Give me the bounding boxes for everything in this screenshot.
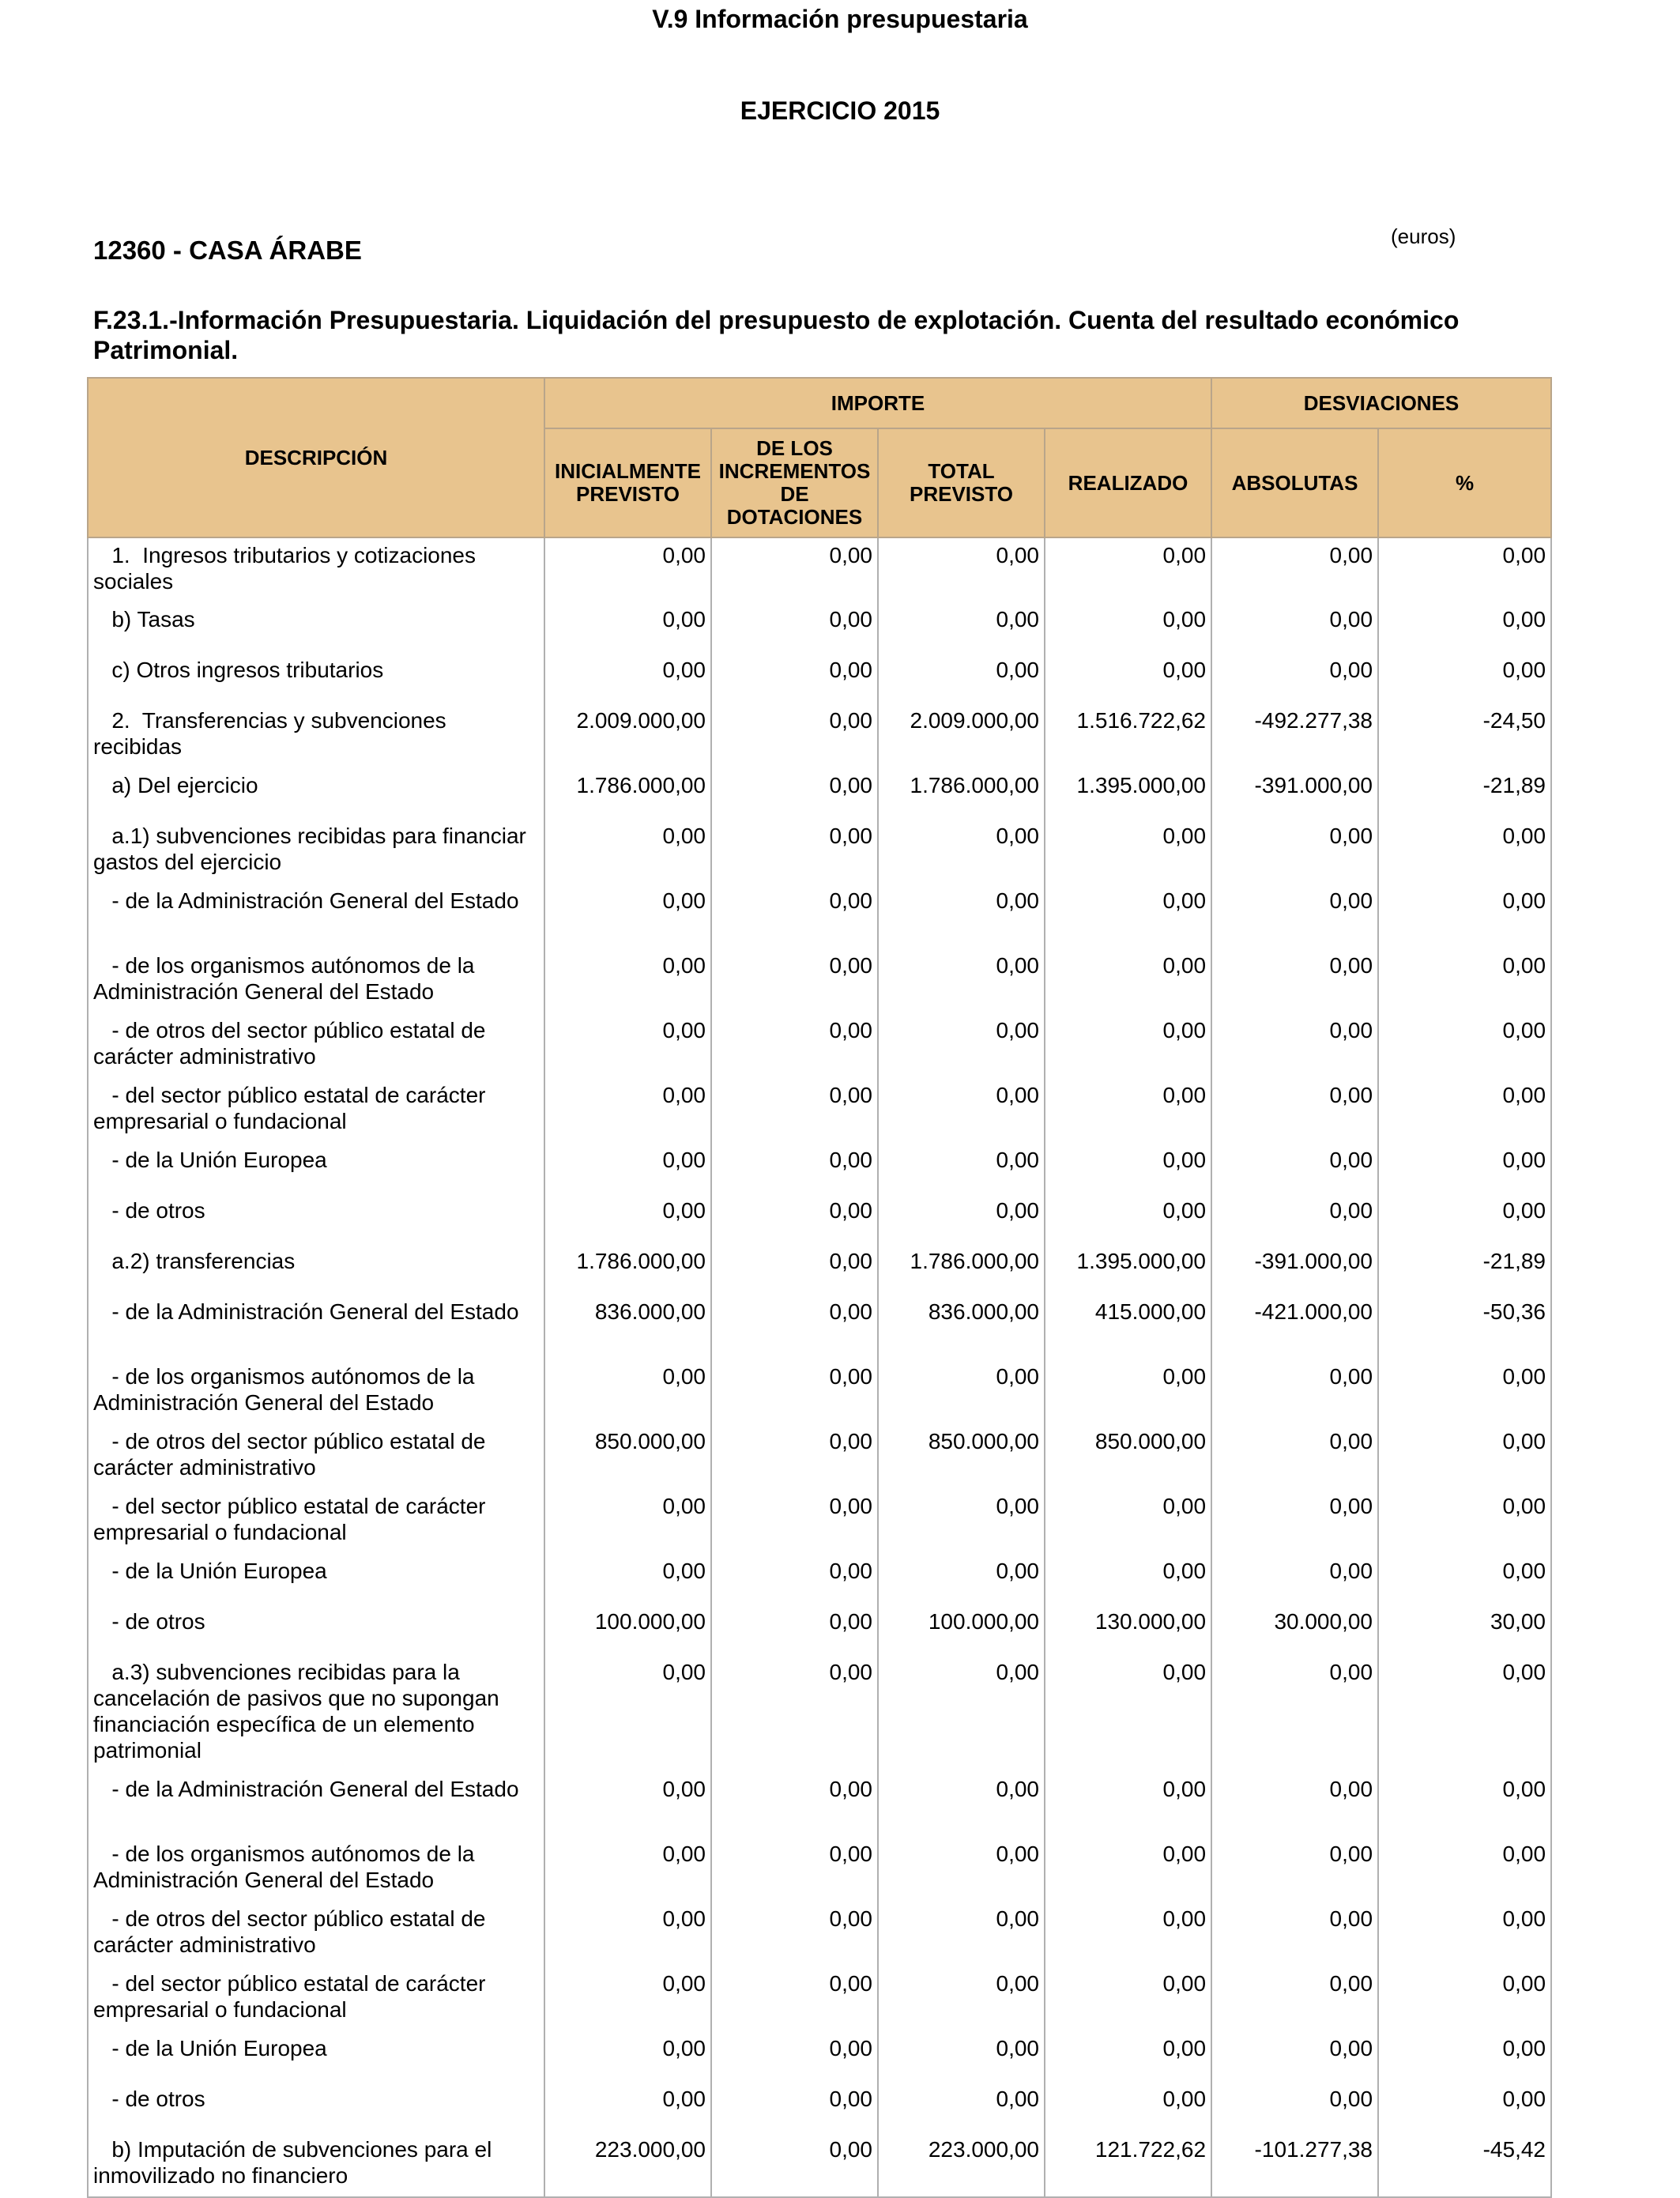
cell-desviacion-porcentaje: -21,89 <box>1378 768 1551 819</box>
cell-desviacion-porcentaje: -24,50 <box>1378 703 1551 768</box>
cell-inicialmente-previsto: 0,00 <box>544 948 711 1013</box>
entity-title: 12360 - CASA ÁRABE <box>93 236 362 265</box>
row-description: - del sector público estatal de carácter empresarial o fundacional <box>88 1966 544 2031</box>
cell-total-previsto: 0,00 <box>878 1554 1045 1604</box>
cell-desviacion-absoluta: -101.277,38 <box>1211 2132 1378 2197</box>
cell-desviacion-absoluta: 0,00 <box>1211 1193 1378 1244</box>
cell-desviacion-absoluta: 0,00 <box>1211 1424 1378 1489</box>
row-description: a) Del ejercicio <box>88 768 544 819</box>
cell-realizado: 0,00 <box>1045 1078 1211 1143</box>
cell-inicialmente-previsto: 0,00 <box>544 884 711 948</box>
cell-inicialmente-previsto: 850.000,00 <box>544 1424 711 1489</box>
cell-incrementos-dotaciones: 0,00 <box>711 1424 878 1489</box>
row-description: - de otros <box>88 1604 544 1655</box>
table-row <box>88 653 1551 703</box>
cell-desviacion-absoluta: 0,00 <box>1211 653 1378 703</box>
row-description: - de otros del sector público estatal de carácter administrativo <box>88 1424 544 1489</box>
cell-desviacion-porcentaje: 0,00 <box>1378 1966 1551 2031</box>
cell-total-previsto: 0,00 <box>878 1772 1045 1837</box>
cell-realizado: 0,00 <box>1045 884 1211 948</box>
cell-incrementos-dotaciones: 0,00 <box>711 1359 878 1424</box>
cell-total-previsto: 100.000,00 <box>878 1604 1045 1655</box>
cell-desviacion-absoluta: 0,00 <box>1211 1772 1378 1837</box>
cell-desviacion-porcentaje: 0,00 <box>1378 1772 1551 1837</box>
cell-desviacion-absoluta: 0,00 <box>1211 884 1378 948</box>
cell-total-previsto: 0,00 <box>878 819 1045 884</box>
cell-realizado: 0,00 <box>1045 1193 1211 1244</box>
cell-desviacion-porcentaje: 0,00 <box>1378 1193 1551 1244</box>
cell-total-previsto: 0,00 <box>878 1013 1045 1078</box>
cell-desviacion-absoluta: 0,00 <box>1211 1966 1378 2031</box>
cell-total-previsto: 1.786.000,00 <box>878 1244 1045 1295</box>
row-description: b) Imputación de subvenciones para el inmovilizado no financiero <box>88 2132 544 2197</box>
cell-realizado: 121.722,62 <box>1045 2132 1211 2197</box>
cell-realizado: 0,00 <box>1045 1655 1211 1772</box>
report-title: F.23.1.-Información Presupuestaria. Liquidación del presupuesto de explotación. Cuenta del resultado económico Patrimonial. <box>93 306 1460 364</box>
cell-desviacion-porcentaje: 0,00 <box>1378 2082 1551 2132</box>
cell-incrementos-dotaciones: 0,00 <box>711 703 878 768</box>
table-row <box>88 703 1551 768</box>
cell-desviacion-porcentaje: 0,00 <box>1378 1489 1551 1554</box>
cell-realizado: 1.516.722,62 <box>1045 703 1211 768</box>
cell-total-previsto: 0,00 <box>878 1902 1045 1966</box>
table-row <box>88 1966 1551 2031</box>
cell-realizado: 0,00 <box>1045 1554 1211 1604</box>
cell-desviacion-absoluta: 0,00 <box>1211 1359 1378 1424</box>
cell-incrementos-dotaciones: 0,00 <box>711 1489 878 1554</box>
cell-total-previsto: 0,00 <box>878 1078 1045 1143</box>
table-row <box>88 1554 1551 1604</box>
cell-realizado: 1.395.000,00 <box>1045 768 1211 819</box>
row-description: b) Tasas <box>88 602 544 653</box>
cell-incrementos-dotaciones: 0,00 <box>711 1902 878 1966</box>
cell-incrementos-dotaciones: 0,00 <box>711 537 878 602</box>
cell-total-previsto: 0,00 <box>878 653 1045 703</box>
section-title: V.9 Información presupuestaria <box>652 5 1028 33</box>
cell-desviacion-porcentaje: -21,89 <box>1378 1244 1551 1295</box>
cell-desviacion-absoluta: 0,00 <box>1211 1078 1378 1143</box>
cell-desviacion-absoluta: -391.000,00 <box>1211 1244 1378 1295</box>
cell-desviacion-absoluta: 0,00 <box>1211 1013 1378 1078</box>
row-description: - de los organismos autónomos de la Administración General del Estado <box>88 1359 544 1424</box>
cell-realizado: 0,00 <box>1045 1359 1211 1424</box>
cell-desviacion-absoluta: 0,00 <box>1211 948 1378 1013</box>
row-description: - de la Administración General del Estado <box>88 1295 544 1359</box>
cell-incrementos-dotaciones: 0,00 <box>711 768 878 819</box>
cell-inicialmente-previsto: 0,00 <box>544 537 711 602</box>
cell-inicialmente-previsto: 0,00 <box>544 1359 711 1424</box>
cell-desviacion-porcentaje: 0,00 <box>1378 884 1551 948</box>
header-total-previsto: TOTAL PREVISTO <box>878 428 1045 537</box>
cell-inicialmente-previsto: 0,00 <box>544 1489 711 1554</box>
cell-total-previsto: 0,00 <box>878 1489 1045 1554</box>
table-row <box>88 884 1551 948</box>
cell-realizado: 0,00 <box>1045 537 1211 602</box>
table-row <box>88 1013 1551 1078</box>
cell-inicialmente-previsto: 0,00 <box>544 1193 711 1244</box>
cell-desviacion-absoluta: 0,00 <box>1211 819 1378 884</box>
row-description: - del sector público estatal de carácter empresarial o fundacional <box>88 1078 544 1143</box>
header-inicialmente-previsto: INICIALMENTE PREVISTO <box>544 428 711 537</box>
table-row <box>88 602 1551 653</box>
cell-total-previsto: 0,00 <box>878 2082 1045 2132</box>
cell-incrementos-dotaciones: 0,00 <box>711 602 878 653</box>
cell-incrementos-dotaciones: 0,00 <box>711 1772 878 1837</box>
row-description: - de otros del sector público estatal de carácter administrativo <box>88 1013 544 1078</box>
cell-realizado: 415.000,00 <box>1045 1295 1211 1359</box>
cell-realizado: 0,00 <box>1045 602 1211 653</box>
cell-inicialmente-previsto: 0,00 <box>544 1966 711 2031</box>
table-row <box>88 1902 1551 1966</box>
cell-realizado: 0,00 <box>1045 1772 1211 1837</box>
cell-realizado: 0,00 <box>1045 1013 1211 1078</box>
table-row <box>88 1772 1551 1837</box>
row-description: a.3) subvenciones recibidas para la cancelación de pasivos que no supongan financiación específica de un elemento patrimonial <box>88 1655 544 1772</box>
row-description: - de la Administración General del Estado <box>88 884 544 948</box>
cell-realizado: 0,00 <box>1045 2031 1211 2082</box>
cell-realizado: 0,00 <box>1045 1143 1211 1193</box>
cell-total-previsto: 836.000,00 <box>878 1295 1045 1359</box>
cell-total-previsto: 0,00 <box>878 884 1045 948</box>
row-description: - de otros <box>88 1193 544 1244</box>
cell-incrementos-dotaciones: 0,00 <box>711 884 878 948</box>
cell-incrementos-dotaciones: 0,00 <box>711 2132 878 2197</box>
cell-inicialmente-previsto: 0,00 <box>544 1013 711 1078</box>
cell-desviacion-porcentaje: 0,00 <box>1378 537 1551 602</box>
cell-inicialmente-previsto: 0,00 <box>544 1143 711 1193</box>
cell-desviacion-porcentaje: 30,00 <box>1378 1604 1551 1655</box>
cell-total-previsto: 0,00 <box>878 602 1045 653</box>
cell-inicialmente-previsto: 0,00 <box>544 602 711 653</box>
cell-desviacion-absoluta: -391.000,00 <box>1211 768 1378 819</box>
row-description: 1. Ingresos tributarios y cotizaciones sociales <box>88 537 544 602</box>
table-row <box>88 1295 1551 1359</box>
cell-desviacion-porcentaje: 0,00 <box>1378 1013 1551 1078</box>
cell-desviacion-porcentaje: -50,36 <box>1378 1295 1551 1359</box>
cell-desviacion-absoluta: -421.000,00 <box>1211 1295 1378 1359</box>
cell-inicialmente-previsto: 836.000,00 <box>544 1295 711 1359</box>
cell-realizado: 1.395.000,00 <box>1045 1244 1211 1295</box>
table-row <box>88 768 1551 819</box>
header-desviaciones: DESVIACIONES <box>1211 378 1551 428</box>
table-row <box>88 2031 1551 2082</box>
cell-desviacion-absoluta: -492.277,38 <box>1211 703 1378 768</box>
cell-desviacion-porcentaje: 0,00 <box>1378 2031 1551 2082</box>
cell-incrementos-dotaciones: 0,00 <box>711 1078 878 1143</box>
cell-total-previsto: 0,00 <box>878 1143 1045 1193</box>
cell-realizado: 0,00 <box>1045 653 1211 703</box>
cell-incrementos-dotaciones: 0,00 <box>711 819 878 884</box>
cell-desviacion-absoluta: 0,00 <box>1211 2031 1378 2082</box>
header-incrementos-dotaciones: DE LOS INCREMENTOS DE DOTACIONES <box>711 428 878 537</box>
cell-incrementos-dotaciones: 0,00 <box>711 1244 878 1295</box>
cell-desviacion-porcentaje: 0,00 <box>1378 1655 1551 1772</box>
cell-realizado: 0,00 <box>1045 1902 1211 1966</box>
cell-desviacion-absoluta: 0,00 <box>1211 1902 1378 1966</box>
table-row <box>88 2082 1551 2132</box>
cell-desviacion-porcentaje: 0,00 <box>1378 1554 1551 1604</box>
cell-inicialmente-previsto: 0,00 <box>544 819 711 884</box>
table-row <box>88 1604 1551 1655</box>
cell-desviacion-porcentaje: 0,00 <box>1378 1902 1551 1966</box>
cell-total-previsto: 0,00 <box>878 1966 1045 2031</box>
cell-total-previsto: 223.000,00 <box>878 2132 1045 2197</box>
cell-incrementos-dotaciones: 0,00 <box>711 1295 878 1359</box>
cell-total-previsto: 0,00 <box>878 1837 1045 1902</box>
cell-realizado: 850.000,00 <box>1045 1424 1211 1489</box>
cell-incrementos-dotaciones: 0,00 <box>711 2082 878 2132</box>
header-absolutas: ABSOLUTAS <box>1211 428 1378 537</box>
cell-realizado: 0,00 <box>1045 819 1211 884</box>
cell-realizado: 0,00 <box>1045 2082 1211 2132</box>
row-description: - de otros <box>88 2082 544 2132</box>
cell-desviacion-absoluta: 0,00 <box>1211 1143 1378 1193</box>
table-row <box>88 948 1551 1013</box>
cell-inicialmente-previsto: 0,00 <box>544 653 711 703</box>
cell-desviacion-absoluta: 0,00 <box>1211 2082 1378 2132</box>
cell-desviacion-porcentaje: 0,00 <box>1378 653 1551 703</box>
row-description: - de los organismos autónomos de la Administración General del Estado <box>88 948 544 1013</box>
header-description: DESCRIPCIÓN <box>88 378 544 537</box>
cell-inicialmente-previsto: 100.000,00 <box>544 1604 711 1655</box>
cell-incrementos-dotaciones: 0,00 <box>711 1143 878 1193</box>
cell-inicialmente-previsto: 0,00 <box>544 1902 711 1966</box>
cell-desviacion-porcentaje: 0,00 <box>1378 1837 1551 1902</box>
cell-incrementos-dotaciones: 0,00 <box>711 948 878 1013</box>
cell-total-previsto: 0,00 <box>878 2031 1045 2082</box>
cell-desviacion-porcentaje: 0,00 <box>1378 602 1551 653</box>
table-row <box>88 1837 1551 1902</box>
table-row <box>88 1359 1551 1424</box>
table-row <box>88 819 1551 884</box>
cell-incrementos-dotaciones: 0,00 <box>711 1837 878 1902</box>
table-row <box>88 1143 1551 1193</box>
cell-inicialmente-previsto: 0,00 <box>544 1078 711 1143</box>
table-header-group-row <box>88 378 1551 428</box>
table-row <box>88 1655 1551 1772</box>
cell-desviacion-absoluta: 0,00 <box>1211 1554 1378 1604</box>
cell-inicialmente-previsto: 1.786.000,00 <box>544 768 711 819</box>
cell-realizado: 0,00 <box>1045 1837 1211 1902</box>
cell-realizado: 0,00 <box>1045 1489 1211 1554</box>
cell-incrementos-dotaciones: 0,00 <box>711 1013 878 1078</box>
cell-realizado: 0,00 <box>1045 948 1211 1013</box>
table-row <box>88 537 1551 602</box>
cell-inicialmente-previsto: 0,00 <box>544 1772 711 1837</box>
row-description: c) Otros ingresos tributarios <box>88 653 544 703</box>
cell-inicialmente-previsto: 223.000,00 <box>544 2132 711 2197</box>
cell-incrementos-dotaciones: 0,00 <box>711 2031 878 2082</box>
cell-desviacion-porcentaje: 0,00 <box>1378 1424 1551 1489</box>
header-realizado: REALIZADO <box>1045 428 1211 537</box>
cell-desviacion-absoluta: 0,00 <box>1211 1489 1378 1554</box>
cell-desviacion-porcentaje: 0,00 <box>1378 948 1551 1013</box>
units-label: (euros) <box>1391 224 1456 248</box>
cell-desviacion-porcentaje: 0,00 <box>1378 1359 1551 1424</box>
row-description: - de otros del sector público estatal de carácter administrativo <box>88 1902 544 1966</box>
cell-total-previsto: 0,00 <box>878 537 1045 602</box>
row-description: - de la Unión Europea <box>88 1143 544 1193</box>
header-importe: IMPORTE <box>544 378 1211 428</box>
cell-desviacion-absoluta: 30.000,00 <box>1211 1604 1378 1655</box>
cell-desviacion-absoluta: 0,00 <box>1211 1655 1378 1772</box>
row-description: a.1) subvenciones recibidas para financiar gastos del ejercicio <box>88 819 544 884</box>
cell-inicialmente-previsto: 1.786.000,00 <box>544 1244 711 1295</box>
table-body <box>88 537 1551 2197</box>
row-description: - de los organismos autónomos de la Administración General del Estado <box>88 1837 544 1902</box>
cell-incrementos-dotaciones: 0,00 <box>711 1554 878 1604</box>
row-description: - de la Administración General del Estado <box>88 1772 544 1837</box>
cell-total-previsto: 0,00 <box>878 1359 1045 1424</box>
cell-desviacion-porcentaje: 0,00 <box>1378 1143 1551 1193</box>
cell-incrementos-dotaciones: 0,00 <box>711 653 878 703</box>
table-row <box>88 1078 1551 1143</box>
cell-inicialmente-previsto: 2.009.000,00 <box>544 703 711 768</box>
row-description: - de la Unión Europea <box>88 2031 544 2082</box>
table-row <box>88 2132 1551 2197</box>
cell-desviacion-absoluta: 0,00 <box>1211 537 1378 602</box>
table-row <box>88 1489 1551 1554</box>
cell-total-previsto: 0,00 <box>878 1193 1045 1244</box>
cell-inicialmente-previsto: 0,00 <box>544 2031 711 2082</box>
cell-inicialmente-previsto: 0,00 <box>544 2082 711 2132</box>
cell-desviacion-porcentaje: 0,00 <box>1378 1078 1551 1143</box>
cell-incrementos-dotaciones: 0,00 <box>711 1604 878 1655</box>
cell-total-previsto: 1.786.000,00 <box>878 768 1045 819</box>
cell-inicialmente-previsto: 0,00 <box>544 1837 711 1902</box>
cell-desviacion-porcentaje: 0,00 <box>1378 819 1551 884</box>
cell-desviacion-absoluta: 0,00 <box>1211 602 1378 653</box>
cell-inicialmente-previsto: 0,00 <box>544 1554 711 1604</box>
row-description: a.2) transferencias <box>88 1244 544 1295</box>
cell-realizado: 130.000,00 <box>1045 1604 1211 1655</box>
cell-total-previsto: 0,00 <box>878 948 1045 1013</box>
cell-desviacion-absoluta: 0,00 <box>1211 1837 1378 1902</box>
cell-inicialmente-previsto: 0,00 <box>544 1655 711 1772</box>
exercise-title: EJERCICIO 2015 <box>740 96 940 125</box>
cell-total-previsto: 0,00 <box>878 1655 1045 1772</box>
header-porcentaje: % <box>1378 428 1551 537</box>
cell-total-previsto: 2.009.000,00 <box>878 703 1045 768</box>
cell-incrementos-dotaciones: 0,00 <box>711 1966 878 2031</box>
budget-table <box>87 377 1552 2198</box>
row-description: 2. Transferencias y subvenciones recibidas <box>88 703 544 768</box>
table-row <box>88 1193 1551 1244</box>
row-description: - del sector público estatal de carácter empresarial o fundacional <box>88 1489 544 1554</box>
cell-desviacion-porcentaje: -45,42 <box>1378 2132 1551 2197</box>
table-row <box>88 1424 1551 1489</box>
table-row <box>88 1244 1551 1295</box>
cell-total-previsto: 850.000,00 <box>878 1424 1045 1489</box>
row-description: - de la Unión Europea <box>88 1554 544 1604</box>
cell-incrementos-dotaciones: 0,00 <box>711 1655 878 1772</box>
cell-realizado: 0,00 <box>1045 1966 1211 2031</box>
cell-incrementos-dotaciones: 0,00 <box>711 1193 878 1244</box>
